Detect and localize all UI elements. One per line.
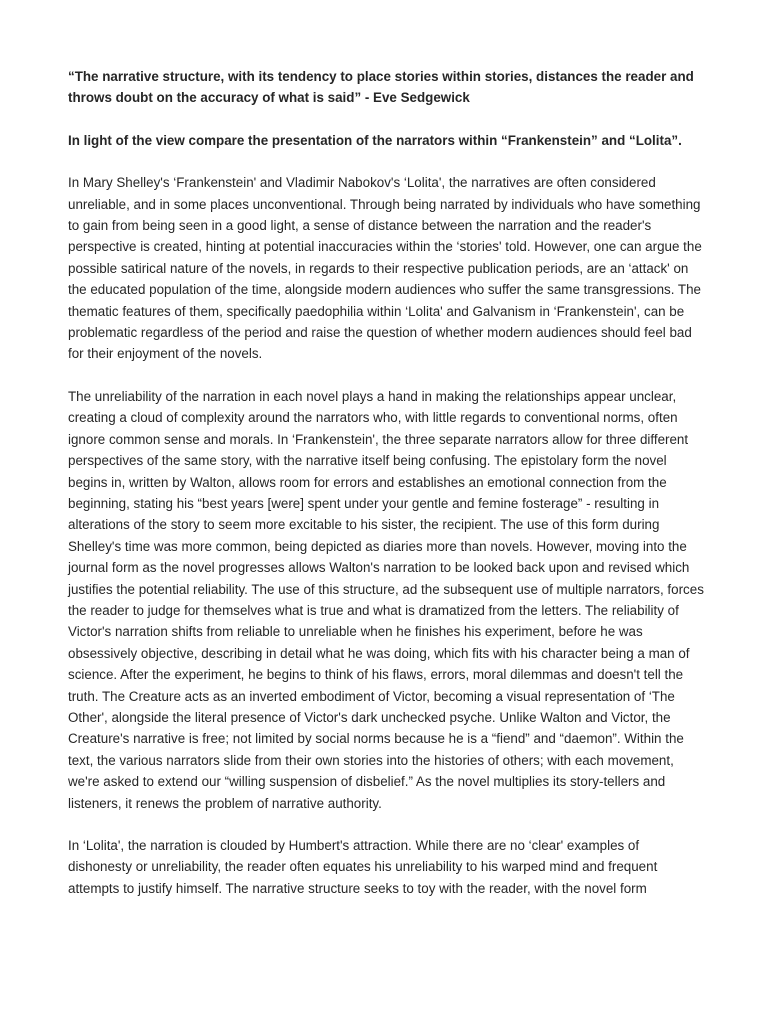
paragraph-intro: In Mary Shelley's ‘Frankenstein' and Vladimir Nabokov's ‘Lolita', the narratives are often considered unreliable, and in some places unconventional. Through being narrated by individuals who have something to gain from being seen in a good light, a sense of distance between the narration and the reader's perspective is created, hinting at potential inaccuracies within the ‘stories' told. However, one can argue the possible satirical nature of the novels, in regards to their respective publication periods, are an ‘attack' on the educated population of the time, alongside modern audiences who suffer the same transgressions. The thematic features of them, specifically paedophilia within ‘Lolita' and Galvanism in ‘Frankenstein', can be problematic regardless of the period and raise the question of whether modern audiences should feel bad for their enjoyment of the novels.	[68, 175, 702, 362]
paragraph-lolita: In ‘Lolita', the narration is clouded by Humbert's attraction. While there are no ‘clear' examples of dishonesty or unreliability, the reader often equates his unreliability to his warped mind and frequent attempts to justify himself. The narrative structure seeks to toy with the reader, with the novel form	[68, 838, 658, 896]
essay-question: In light of the view compare the presentation of the narrators within “Frankenstein” and “Lolita”.	[68, 132, 682, 148]
epigraph-quote: “The narrative structure, with its tendency to place stories within stories, distances the reader and throws doubt on the accuracy of what is said” - Eve Sedgewick	[68, 69, 694, 106]
paragraph-frankenstein: The unreliability of the narration in each novel plays a hand in making the relationships appear unclear, creating a cloud of complexity around the narrators who, with little regards to conventional norms, often ignore common sense and morals. In ‘Frankenstein', the three separate narrators allow for three different perspectives of the same story, with the narrative itself being confusing. The epistolary form the novel begins in, written by Walton, allows room for errors and establishes an emotional connection from the beginning, stating his “best years [were] spent under your gentle and femine fosterage” - resulting in alterations of the story to seem more excitable to his sister, the recipient. The use of this form during Shelley's time was more common, being depicted as diaries more than novels. However, moving into the journal form as the novel progresses allows Walton's narration to be looked back upon and revised which justifies the potential reliability. The use of this structure, ad the subsequent use of multiple narrators, forces the reader to judge for themselves what is true and what is dramatized from the letters. The reliability of Victor's narration shifts from reliable to unreliable when he finishes his experiment, before he was obsessively objective, describing in detail what he was doing, which fits with his character being a man of science. After the experiment, he begins to think of his flaws, errors, moral dilemmas and doesn't tell the truth. The Creature acts as an inverted embodiment of Victor, becoming a visual representation of ‘The Other', alongside the literal presence of Victor's dark unchecked psyche. Unlike Walton and Victor, the Creature's narrative is free; not limited by social norms because he is a “fiend” and “daemon”. Within the text, the various narrators slide from their own stories into the histories of others; with each movement, we're asked to extend our “willing suspension of disbelief.” As the novel multiplies its story-tellers and listeners, it renews the problem of narrative authority.	[68, 388, 704, 811]
document-page	[68, 66, 704, 920]
